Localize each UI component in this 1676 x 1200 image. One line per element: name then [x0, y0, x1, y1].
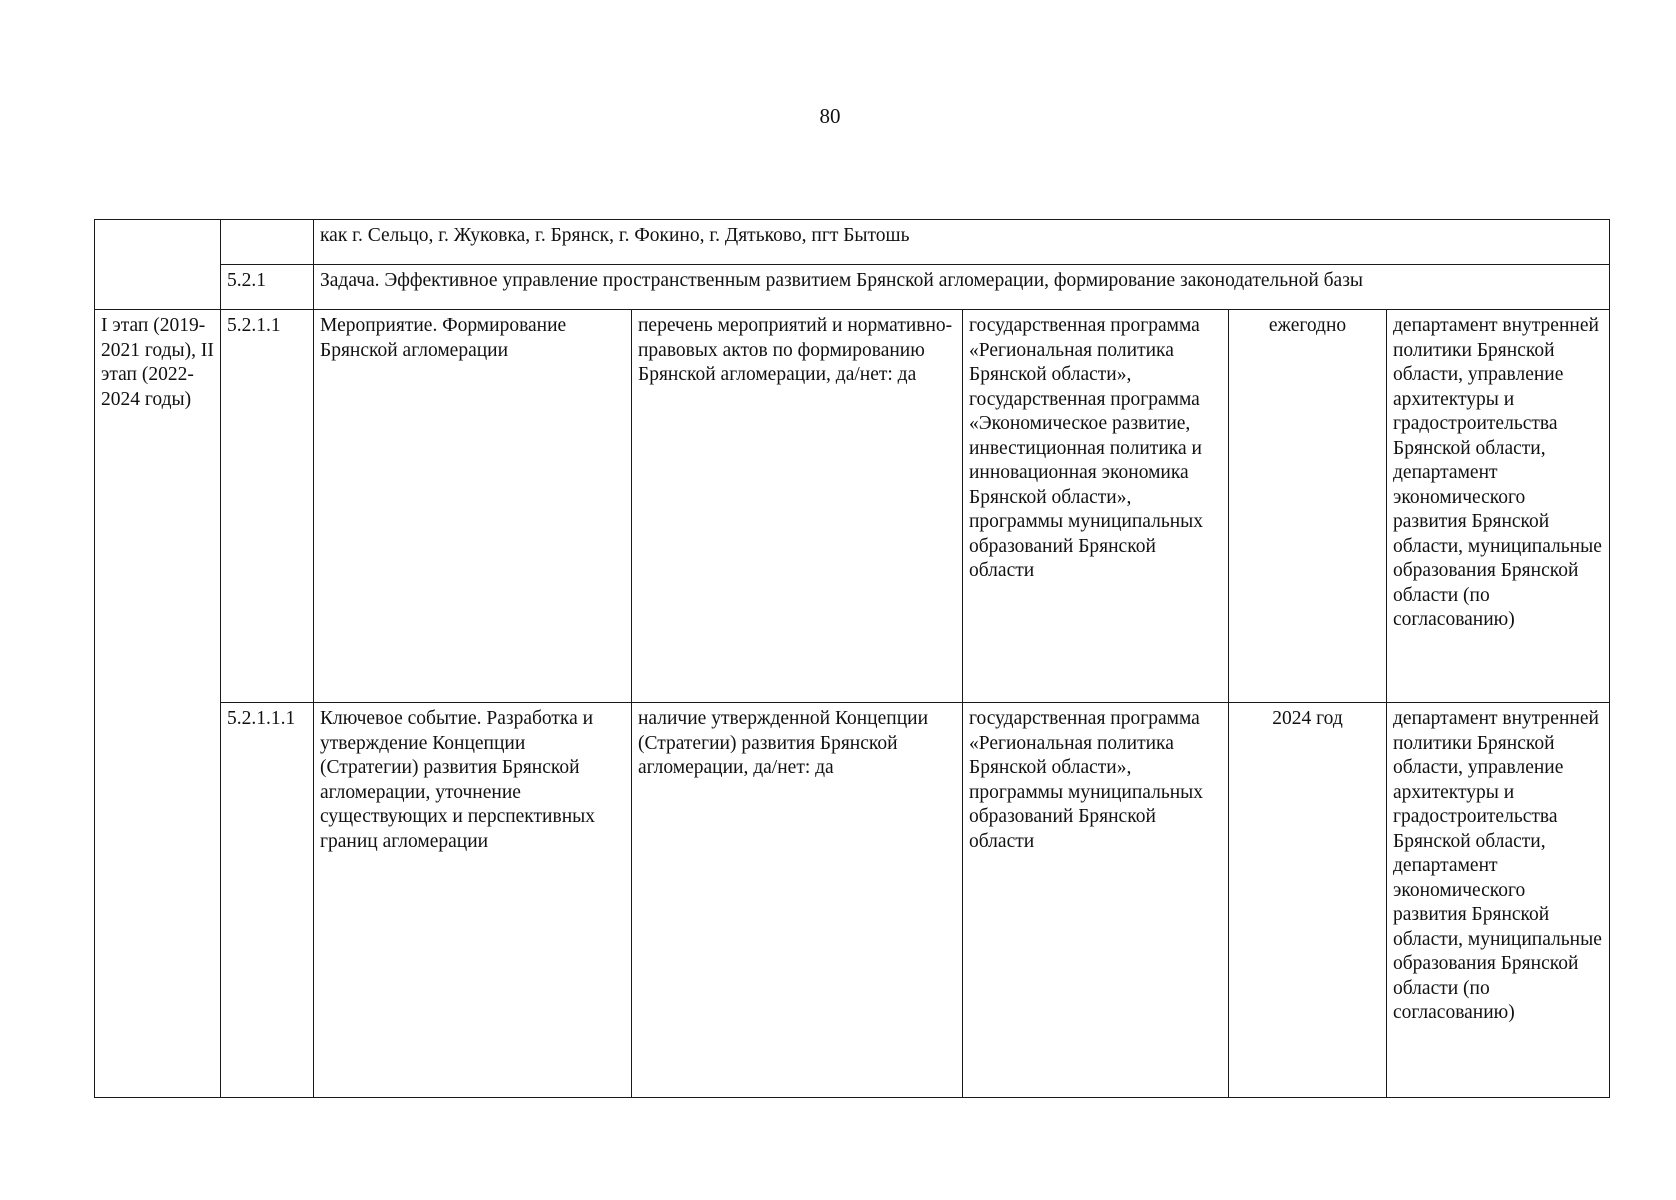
task-code: 5.2.1: [221, 265, 314, 310]
table-row: [95, 703, 1610, 1098]
row-name: Мероприятие. Формирование Брянской агломерации: [314, 310, 632, 703]
table-row: [95, 310, 1610, 703]
row-program: государственная программа «Региональная политика Брянской области», государственная программа «Экономическое развитие, инвестиционная политика и инновационная экономика Брянской области», программы муниципальных образований Брянской области: [963, 310, 1229, 703]
row-term: ежегодно: [1229, 310, 1387, 703]
row-code: 5.2.1.1.1: [221, 703, 314, 1098]
row-name: Ключевое событие. Разработка и утверждение Концепции (Стратегии) развития Брянской агломерации, уточнение существующих и перспективных границ агломерации: [314, 703, 632, 1098]
code-cell-empty: [221, 220, 314, 265]
task-text: Задача. Эффективное управление пространственным развитием Брянской агломерации, формирование законодательной базы: [314, 265, 1610, 310]
table-row: [95, 220, 1610, 265]
row-responsible: департамент внутренней политики Брянской области, управление архитектуры и градостроительства Брянской области, департамент экономического развития Брянской области, муниципальные образования Брянской области (по согласованию): [1387, 310, 1610, 703]
row-program: государственная программа «Региональная политика Брянской области», программы муниципальных образований Брянской области: [963, 703, 1229, 1098]
task-row: [95, 265, 1610, 310]
stage-cell: I этап (2019-2021 годы), II этап (2022-2024 годы): [95, 310, 221, 1098]
row-indicator: перечень мероприятий и нормативно-правовых актов по формированию Брянской агломерации, да/нет: да: [632, 310, 963, 703]
row-responsible: департамент внутренней политики Брянской области, управление архитектуры и градостроительства Брянской области, департамент экономического развития Брянской области, муниципальные образования Брянской области (по согласованию): [1387, 703, 1610, 1098]
row-code: 5.2.1.1: [221, 310, 314, 703]
row-term: 2024 год: [1229, 703, 1387, 1098]
stage-cell-empty: [95, 220, 221, 310]
row-indicator: наличие утвержденной Концепции (Стратегии) развития Брянской агломерации, да/нет: да: [632, 703, 963, 1098]
plan-table: [94, 219, 1610, 1098]
continuation-cell: как г. Сельцо, г. Жуковка, г. Брянск, г. Фокино, г. Дятьково, пгт Бытошь: [314, 220, 1610, 265]
page-number: 80: [819, 104, 841, 128]
